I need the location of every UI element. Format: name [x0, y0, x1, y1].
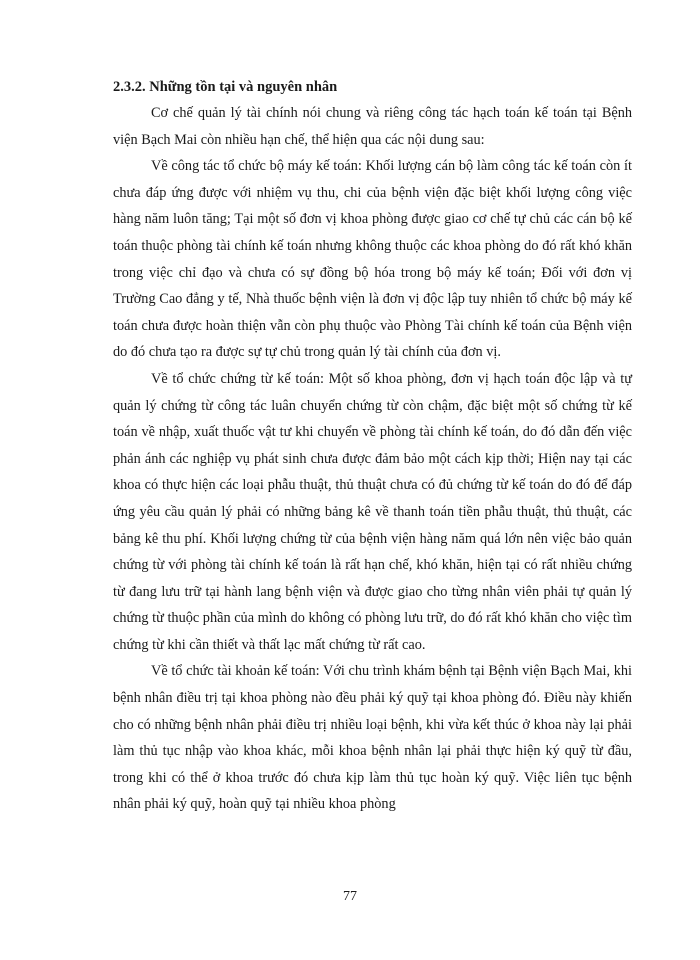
paragraph-intro: Cơ chế quản lý tài chính nói chung và riêng công tác hạch toán kế toán tại Bệnh viện Bạch Mai còn nhiều hạn chế, thể hiện qua các nội dung sau:: [113, 105, 632, 148]
paragraph-accounting-documents: Về tổ chức chứng từ kế toán: Một số khoa phòng, đơn vị hạch toán độc lập và tự quản lý chứng từ công tác luân chuyển chứng từ còn chậm, đặc biệt một số chứng từ kế toán về nhập, xuất thuốc vật tư khi chuyển về phòng tài chính kế toán, do đó dẫn đến việc phản ánh các nghiệp vụ phát sinh chưa được đảm bảo một cách kịp thời; Hiện nay tại các khoa có thực hiện các loại phẫu thuật, thủ thuật chưa có đủ chứng từ kế toán do đó để đáp ứng yêu cầu quản lý phải có những bảng kê về thanh toán tiền phẫu thuật, thủ thuật, các bảng kê thu phí. Khối lượng chứng từ của bệnh viện hàng năm quá lớn nên việc bảo quản chứng từ với phòng tài chính kế toán là rất hạn chế, khó khăn, hiện tại có rất nhiều chứng từ đang lưu trữ tại hành lang bệnh viện và được giao cho từng nhân viên phải tự quản lý chứng từ thuộc phần của mình do không có phòng lưu trữ, do đó rất khó khăn cho việc tìm chứng từ khi cần thiết và thất lạc mất chứng từ rất cao.: [113, 370, 632, 653]
paragraph-accounting-apparatus: Về công tác tổ chức bộ máy kế toán: Khối lượng cán bộ làm công tác kế toán còn ít chưa đáp ứng được với nhiệm vụ thu, chi của bệnh viện đặc biệt khối lượng công việc hàng năm luôn tăng; Tại một số đơn vị khoa phòng được giao cơ chế tự chủ các cán bộ kế toán thuộc phòng tài chính kế toán nhưng không thuộc các khoa phòng do đó rất khó khăn trong việc chỉ đạo và chưa có sự đồng bộ hóa trong bộ máy kế toán; Đối với đơn vị Trường Cao đẳng y tế, Nhà thuốc bệnh viện là đơn vị độc lập tuy nhiên tổ chức bộ máy kế toán chưa được hoàn thiện vẫn còn phụ thuộc vào Phòng Tài chính kế toán của Bệnh viện do đó chưa tạo ra được sự tự chủ trong quản lý tài chính của đơn vị.: [113, 158, 632, 361]
page-number: 77: [343, 889, 357, 904]
section-heading: 2.3.2. Những tồn tại và nguyên nhân: [113, 79, 338, 95]
paragraph-accounting-accounts: Về tổ chức tài khoản kế toán: Với chu trình khám bệnh tại Bệnh viện Bạch Mai, khi bệnh nhân điều trị tại khoa phòng nào đều phải ký quỹ tại khoa phòng đó. Điều này khiến cho có những bệnh nhân phải điều trị nhiều loại bệnh, khi vừa kết thúc ở khoa này lại phải làm thủ tục nhập vào khoa khác, mỗi khoa bệnh nhân lại phải thực hiện ký quỹ từ đầu, trong khi có thể ở khoa trước đó chưa kịp làm thủ tục hoàn ký quỹ. Việc liên tục bệnh nhân phải ký quỹ, hoàn quỹ tại nhiều khoa phòng: [113, 663, 632, 813]
page-body: [113, 74, 632, 818]
